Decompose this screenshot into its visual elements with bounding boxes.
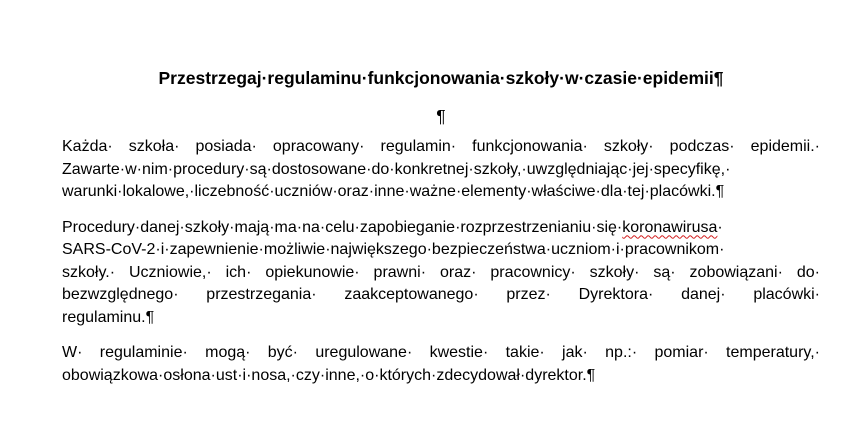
paragraph-2-line-1 bbox=[62, 217, 820, 240]
paragraph-2-line-5: regulaminu.¶ bbox=[62, 308, 155, 326]
paragraph-1-line-2: Zawarte·w·nim·procedury·są·dostosowane·do·konkretnej·szkoły,·uwzględniając·jej·specyfikę,· bbox=[62, 160, 731, 178]
empty-paragraph-mark[interactable]: ¶ bbox=[436, 106, 446, 126]
document-title[interactable]: Przestrzegaj·regulaminu·funkcjonowania·szkoły·w·czasie·epidemii¶ bbox=[158, 68, 724, 88]
paragraph-2-line-4: bezwzględnego· przestrzegania· zaakceptowanego· przez· Dyrektora· danej· placówki· bbox=[62, 286, 820, 303]
paragraph-3[interactable] bbox=[62, 342, 820, 387]
paragraph-3-line-2: obowiązkowa·osłona·ust·i·nosa,·czy·inne,·o·których·zdecydował·dyrektor.¶ bbox=[62, 366, 596, 384]
paragraph-1-line-1: Każda· szkoła· posiada· opracowany· regulamin· funkcjonowania· szkoły· podczas· epidemii.· bbox=[62, 138, 820, 155]
document-page bbox=[62, 66, 820, 387]
paragraph-2-line-1-tail: · bbox=[717, 218, 723, 236]
paragraph-2-line-1-text: Procedury·danej·szkoły·mają·ma·na·celu·zapobieganie·rozprzestrzenianiu·się· bbox=[62, 218, 623, 236]
paragraph-2[interactable] bbox=[62, 217, 820, 330]
paragraph-3-line-1: W· regulaminie· mogą· być· uregulowane· kwestie· takie· jak· np.:· pomiar· temperatury,· bbox=[62, 344, 820, 361]
paragraph-1-line-3: warunki·lokalowe,·liczebność·uczniów·oraz·inne·ważne·elementy·właściwe·dla·tej·placówki.¶ bbox=[62, 183, 725, 200]
paragraph-2-line-2: SARS-CoV-2·i·zapewnienie·możliwie·największego·bezpieczeństwa·uczniom·i·pracownikom· bbox=[62, 241, 725, 258]
spellcheck-flagged-word[interactable]: koronawirusa bbox=[622, 218, 718, 236]
paragraph-1[interactable] bbox=[62, 136, 820, 204]
paragraph-2-line-3: szkoły.· Uczniowie,· ich· opiekunowie· prawni· oraz· pracownicy· szkoły· są· zobowiązani· do· bbox=[62, 263, 820, 281]
